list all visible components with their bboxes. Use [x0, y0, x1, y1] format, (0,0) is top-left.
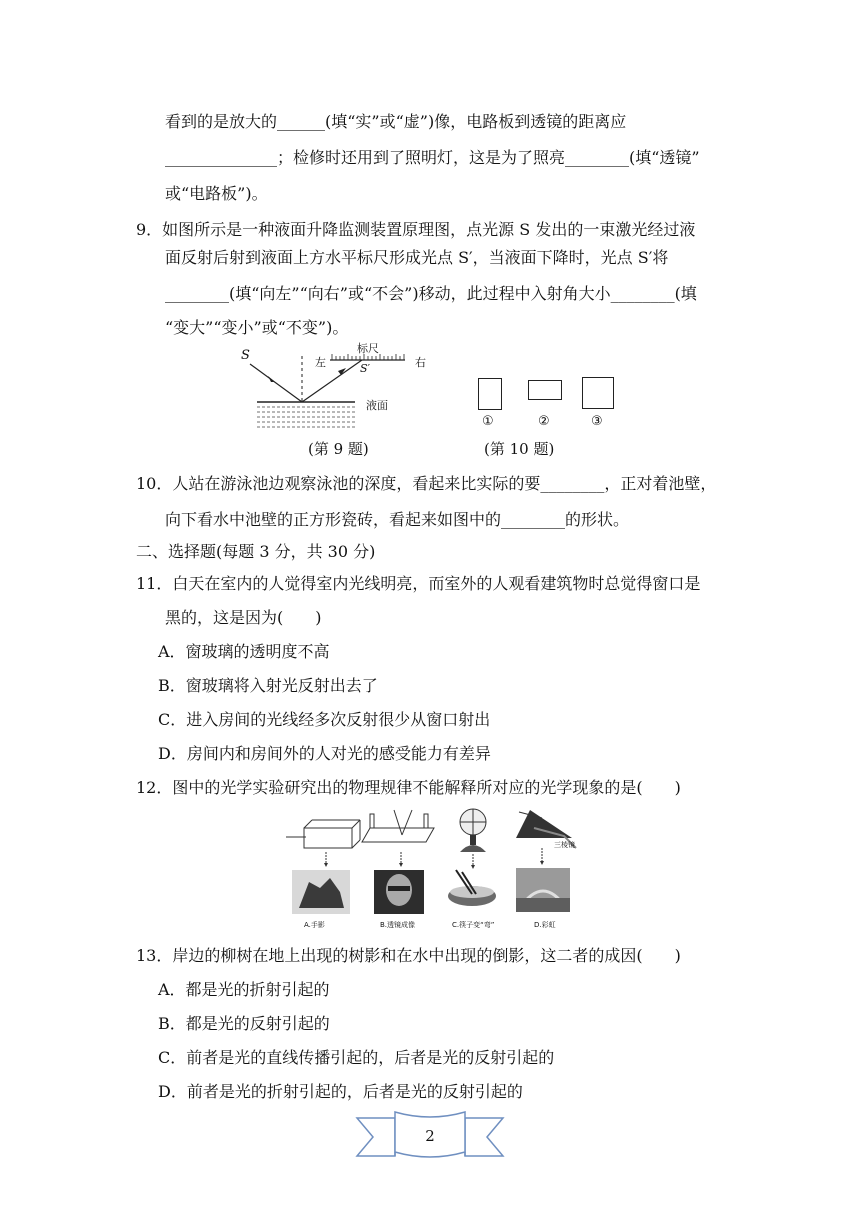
- tile-label-1: ①: [482, 414, 494, 429]
- q13-option-d: D．前者是光的折射引起的，后者是光的反射引起的: [158, 1082, 523, 1101]
- label-right: 右: [415, 356, 426, 369]
- label-liquid: 液面: [366, 399, 388, 412]
- q13-line-1: 13．岸边的柳树在地上出现的树影和在水中出现的倒影，这二者的成因( ): [136, 946, 681, 965]
- tile-shape-3: [582, 377, 614, 409]
- figure-9-caption: (第 9 题): [308, 440, 369, 458]
- q9-line-3: ________(填“向左”“向右”或“不会”)移动，此过程中入射角大小________(填: [165, 284, 697, 303]
- label-left: 左: [315, 356, 326, 369]
- panel-d-label: D.彩虹: [534, 921, 556, 929]
- q12-line-1: 12．图中的光学实验研究出的物理规律不能解释所对应的光学现象的是( ): [136, 778, 681, 797]
- panel-c-label: C.筷子变“弯”: [452, 921, 495, 929]
- q11-line-2: 黑的，这是因为( ): [165, 608, 322, 627]
- q8-line-1: 看到的是放大的______(填“实”或“虚”)像，电路板到透镜的距离应: [165, 112, 627, 131]
- page-number-ribbon: [355, 1110, 505, 1164]
- q13-option-a: A．都是光的折射引起的: [158, 980, 330, 999]
- q9-line-1: 9．如图所示是一种液面升降监测装置原理图，点光源 S 发出的一束激光经过液: [136, 220, 696, 239]
- q13-option-b: B．都是光的反射引起的: [158, 1014, 330, 1033]
- q11-option-a: A．窗玻璃的透明度不高: [158, 642, 330, 661]
- panel-b-label: B.透镜成像: [380, 921, 416, 929]
- label-sprime: S′: [360, 362, 371, 375]
- q10-line-1: 10．人站在游泳池边观察泳池的深度，看起来比实际的要________，正对着池壁，: [136, 474, 717, 493]
- q11-option-d: D．房间内和房间外的人对光的感受能力有差异: [158, 744, 491, 763]
- q8-line-3: 或“电路板”)。: [165, 184, 268, 203]
- figure-12: [284, 808, 584, 933]
- figure-9: [235, 340, 435, 432]
- panel-a-label: A.手影: [304, 921, 325, 929]
- figure-10-caption: (第 10 题): [484, 440, 555, 458]
- q13-option-c: C．前者是光的直线传播引起的，后者是光的反射引起的: [158, 1048, 555, 1067]
- section-title: 二、选择题(每题 3 分，共 30 分): [136, 542, 376, 561]
- q11-line-1: 11．白天在室内的人觉得室内光线明亮，而室外的人观看建筑物时总觉得窗口是: [136, 574, 701, 593]
- figure-9-diagram: [235, 340, 435, 432]
- q8-line-2: ______________；检修时还用到了照明灯，这是为了照亮________(填“透镜”: [165, 148, 700, 167]
- tile-shape-2: [528, 380, 562, 400]
- figure-12-drawings: [284, 808, 584, 933]
- q11-option-b: B．窗玻璃将入射光反射出去了: [158, 676, 378, 695]
- q11-option-c: C．进入房间的光线经多次反射很少从窗口射出: [158, 710, 491, 729]
- prism-label: 三棱镜: [554, 841, 575, 849]
- tile-shape-1: [478, 378, 502, 410]
- tile-label-3: ③: [591, 414, 603, 429]
- label-scale: 标尺: [357, 342, 379, 355]
- q9-line-2: 面反射后射到液面上方水平标尺形成光点 S′，当液面下降时，光点 S′将: [165, 248, 669, 267]
- q10-line-2: 向下看水中池壁的正方形瓷砖，看起来如图中的________的形状。: [165, 510, 630, 529]
- page-number: 2: [425, 1127, 435, 1145]
- label-s: S: [241, 348, 250, 363]
- q9-line-4: “变大”“变小”或“不变”)。: [165, 318, 349, 337]
- tile-label-2: ②: [538, 414, 550, 429]
